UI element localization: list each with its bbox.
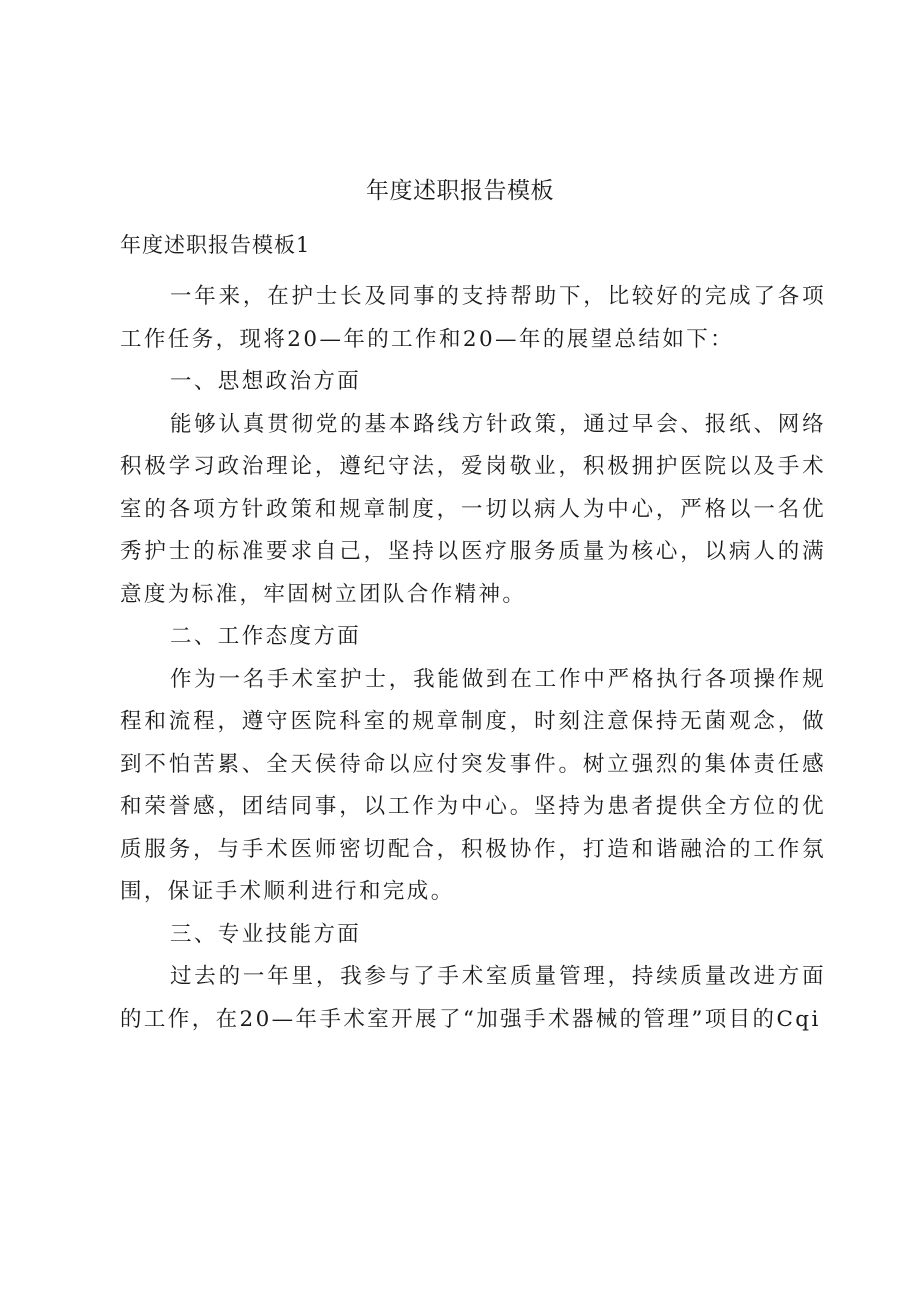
section-heading-skills: 三、专业技能方面: [170, 921, 362, 947]
document-title: 年度述职报告模板: [366, 178, 554, 204]
attitude-paragraph: 作为一名手术室护士，我能做到在工作中严格执行各项操作规程和流程，遵守医院科室的规章制度，时刻注意保持无菌观念，做到不怕苦累、全天侯待命以应付突发事件。树立强烈的集体责任感和荣誉感，团结同事，以工作为中心。坚持为患者提供全方位的优质服务，与手术医师密切配合，积极协作，打造和谐融洽的工作氛围，保证手术顺利进行和完成。: [120, 666, 826, 904]
section-heading-political: 一、思想政治方面: [170, 369, 362, 394]
skills-paragraph: 过去的一年里，我参与了手术室质量管理，持续质量改进方面的工作，在20—年手术室开展了“加强手术器械的管理”项目的Cqi: [120, 964, 826, 1032]
political-paragraph: 能够认真贯彻党的基本路线方针政策，通过早会、报纸、网络积极学习政治理论，遵纪守法，爱岗敬业，积极拥护医院以及手术室的各项方针政策和规章制度，一切以病人为中心，严格以一名优秀护士的标准要求自己，坚持以医疗服务质量为核心，以病人的满意度为标准，牢固树立团队合作精神。: [120, 411, 826, 607]
section-heading-attitude: 二、工作态度方面: [170, 624, 362, 649]
document-body: [120, 276, 826, 1041]
intro-paragraph: 一年来，在护士长及同事的支持帮助下，比较好的完成了各项工作任务，现将20—年的工作和20—年的展望总结如下：: [120, 284, 826, 352]
document-subtitle: 年度述职报告模板1: [120, 233, 311, 257]
